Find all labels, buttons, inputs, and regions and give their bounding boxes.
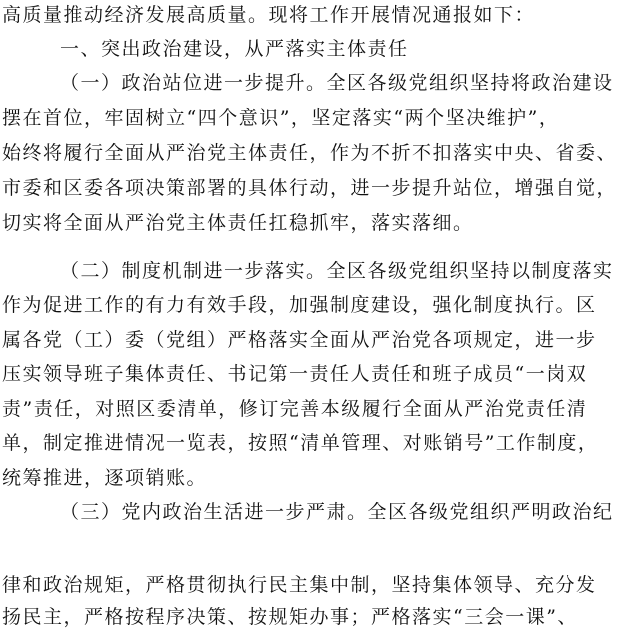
text-line: 作为促进工作的有力有效手段，加强制度建设，强化制度执行。区	[2, 294, 597, 316]
text-line: 统筹推进，逐项销账。	[2, 467, 208, 489]
text-line: （二）制度机制进一步落实。全区各级党组织坚持以制度落实	[60, 260, 614, 282]
text-line: （三）党内政治生活进一步严肃。全区各级党组织严明政治纪	[60, 501, 614, 523]
text-line: 摆在首位，牢固树立“四个意识”，坚定落实“两个坚决维护”，	[2, 107, 560, 129]
text-line: 始终将履行全面从严治党主体责任，作为不折不扣落实中央、省委、	[2, 142, 618, 164]
text-line: （一）政治站位进一步提升。全区各级党组织坚持将政治建设	[60, 72, 614, 94]
text-line: 扬民主，严格按程序决策、按规矩办事；严格落实“三会一课”、	[2, 606, 578, 628]
text-line: 压实领导班子集体责任、书记第一责任人责任和班子成员“一岗双	[2, 363, 588, 385]
section-heading: 一、突出政治建设，从严落实主体责任	[60, 38, 409, 60]
text-line: 律和政治规矩，严格贯彻执行民主集中制，坚持集体领导、充分发	[2, 574, 597, 596]
text-line: 市委和区委各项决策部署的具体行动，进一步提升站位，增强自觉，	[2, 177, 618, 199]
text-line: 切实将全面从严治党主体责任扛稳抓牢，落实落细。	[2, 212, 474, 234]
text-line: 属各党（工）委（党组）严格落实全面从严治党各项规定，进一步	[2, 329, 597, 351]
text-line: 责”责任，对照区委清单，修订完善本级履行全面从严治党责任清	[2, 398, 588, 420]
text-line: 高质量推动经济发展高质量。现将工作开展情况通报如下：	[2, 4, 536, 26]
text-line: 单，制定推进情况一览表，按照“清单管理、对账销号”工作制度，	[2, 432, 599, 454]
